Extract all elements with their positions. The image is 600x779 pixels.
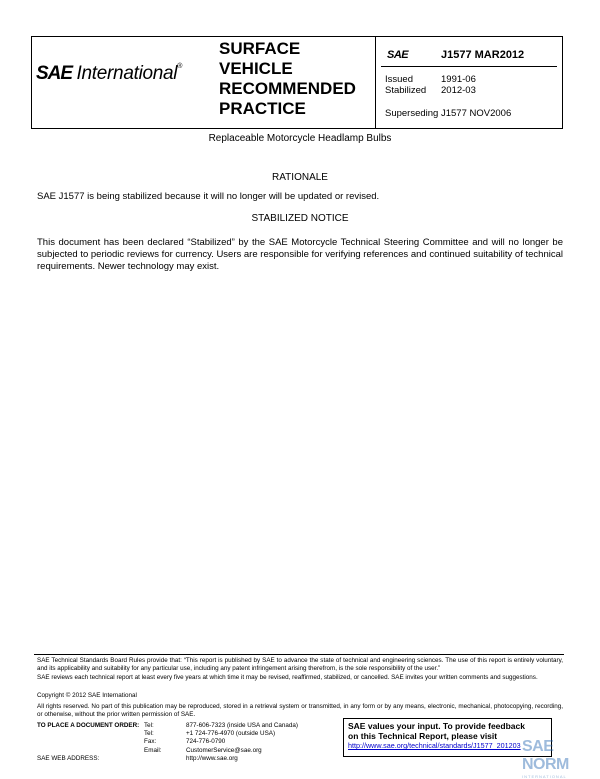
stabilized-value: 2012-03 (441, 85, 476, 96)
tel2-value: +1 724-776-4970 (outside USA) (186, 730, 276, 737)
order-label: TO PLACE A DOCUMENT ORDER: (37, 722, 140, 729)
rationale-heading: RATIONALE (272, 172, 328, 183)
tel2-label: Tel: (144, 730, 154, 737)
superseding: Superseding J1577 NOV2006 (385, 108, 512, 119)
logo-sae: SAE (36, 63, 73, 84)
stabilized-label: Stabilized (385, 85, 427, 96)
web-address-link[interactable]: http://www.sae.org (186, 755, 238, 762)
sae-international-logo: SAE International® (36, 63, 183, 84)
rationale-text: SAE J1577 is being stabilized because it will no longer will be updated or revised. (37, 191, 380, 202)
feedback-box (343, 718, 552, 757)
sae-small-logo: SAE (387, 49, 409, 61)
feedback-line-1: SAE values your input. To provide feedback (348, 721, 525, 731)
footer-rules-paragraph: SAE Technical Standards Board Rules provide that: “This report is published by SAE to advance the state of technical and engineering sciences. The use of this report is entirely voluntary, and its applicability and suitability for any particular use, including any patent infringement arising therefrom, is the sole responsibility of the user.” (37, 657, 563, 672)
logo-international: International (76, 63, 178, 84)
watermark-text: SAE NORM (522, 738, 569, 773)
doc-type-line: RECOMMENDED (219, 79, 356, 98)
watermark (522, 738, 600, 779)
tel-label: Tel: (144, 722, 154, 729)
footer-review-paragraph: SAE reviews each technical report at least every five years at which time it may be revised, reaffirmed, stabilized, or cancelled. SAE invites your written comments and suggestions. (37, 674, 538, 681)
header-divider (375, 36, 376, 129)
footer-rule (34, 654, 564, 655)
doc-type-line: SURFACE (219, 39, 301, 58)
email-value[interactable]: CustomerService@sae.org (186, 747, 262, 754)
document-number: J1577 MAR2012 (441, 49, 525, 61)
issued-value: 1991-06 (441, 74, 476, 85)
watermark-subtext: INTERNATIONAL (522, 774, 567, 779)
fax-label: Fax: (144, 738, 157, 745)
doc-type-line: VEHICLE (219, 59, 293, 78)
feedback-link[interactable]: http://www.sae.org/technical/standards/J1577_201203 (348, 741, 521, 750)
web-address-label: SAE WEB ADDRESS: (37, 755, 100, 762)
doc-type-line: PRACTICE (219, 99, 306, 118)
fax-value: 724-776-0790 (186, 738, 226, 745)
document-type (219, 39, 356, 119)
header-rule (381, 66, 557, 67)
issued-label: Issued (385, 74, 413, 85)
stabilized-text: This document has been declared “Stabilized” by the SAE Motorcycle Technical Steering Committee and will no longer be subjected to periodic reviews for currency. Users are responsible for verifying references and continued suitability of technical requirements. Newer technology may exist. (37, 237, 563, 272)
rights-paragraph: All rights reserved. No part of this publication may be reproduced, stored in a retrieval system or transmitted, in any form or by any means, electronic, mechanical, photocopying, recording, or otherwise, without the prior written permission of SAE. (37, 703, 563, 718)
email-label: Email: (144, 747, 162, 754)
tel-value: 877-606-7323 (inside USA and Canada) (186, 722, 299, 729)
stabilized-heading: STABILIZED NOTICE (251, 213, 349, 224)
document-title: Replaceable Motorcycle Headlamp Bulbs (208, 133, 392, 144)
feedback-line-2: on this Technical Report, please visit (348, 731, 498, 741)
copyright: Copyright © 2012 SAE International (37, 692, 137, 699)
